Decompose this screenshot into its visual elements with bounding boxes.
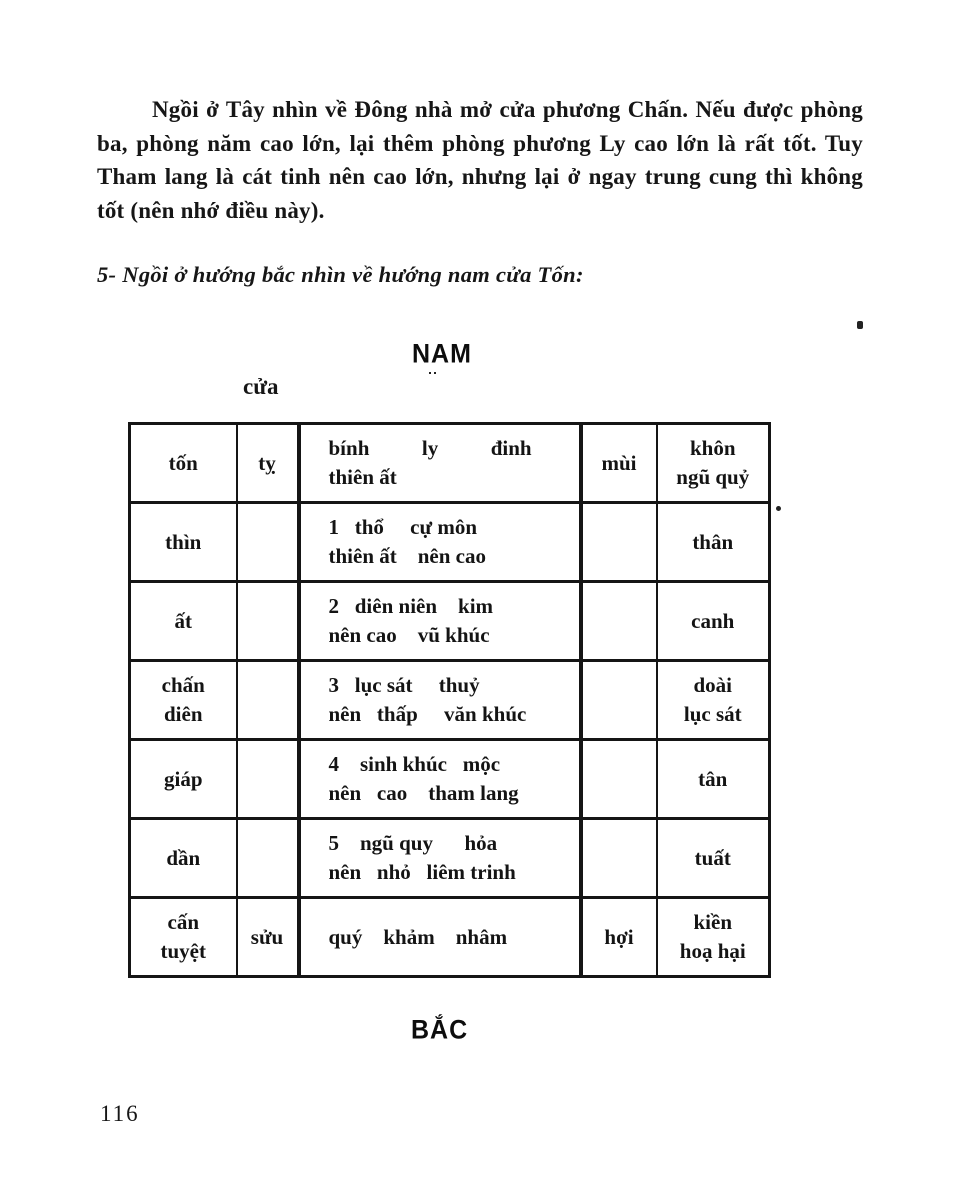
cell-text: thân <box>692 529 734 554</box>
table-row <box>130 819 770 898</box>
section-heading: 5- Ngồi ở hướng bắc nhìn về hướng nam cửa Tốn: <box>97 262 584 287</box>
cell-text: tỵ <box>258 450 276 475</box>
compass-label-north: BẮC <box>411 1014 469 1046</box>
table-row <box>130 661 770 740</box>
cell-text: thìn <box>165 529 202 554</box>
cell-text: kiền <box>693 910 732 934</box>
branch-cell <box>581 503 657 582</box>
cell-text: diên <box>163 702 203 726</box>
cell-text: tuất <box>694 845 731 870</box>
stem-cell <box>657 898 770 977</box>
cell-text: quý khảm nhâm <box>328 924 508 949</box>
cell-text: tuyệt <box>160 939 206 963</box>
cell-text: khôn <box>689 436 736 460</box>
star-cell <box>299 582 581 661</box>
star-cell <box>299 503 581 582</box>
branch-cell <box>581 582 657 661</box>
direction-cell <box>130 740 237 819</box>
cell-text: 4 sinh khúc mộc <box>328 752 501 776</box>
branch-cell <box>581 740 657 819</box>
table-row <box>130 424 770 503</box>
ink-speck <box>857 321 863 329</box>
stem-cell <box>657 503 770 582</box>
cell-text: 5 ngũ quy hỏa <box>328 831 498 855</box>
star-cell <box>299 819 581 898</box>
cell-text: hợi <box>604 924 634 949</box>
cell-text: mùi <box>601 450 637 475</box>
cell-text: ngũ quỷ <box>676 465 750 489</box>
direction-cell <box>130 582 237 661</box>
stem-cell <box>657 661 770 740</box>
stem-cell <box>657 424 770 503</box>
branch-cell <box>237 582 299 661</box>
cell-text: nên nhỏ liêm trinh <box>328 860 516 884</box>
cell-text: bính ly đinh <box>328 436 532 460</box>
table-row <box>130 582 770 661</box>
body-paragraph: Ngồi ở Tây nhìn về Đông nhà mở cửa phương Chấn. Nếu được phòng ba, phòng năm cao lớn, lại thêm phòng phương Ly cao lớn là rất tốt. Tuy Tham lang là cát tinh nên cao lớn, nhưng lại ở ngay trung cung thì không tốt (nên nhớ điều này). <box>97 97 863 223</box>
cell-text: doài <box>693 673 732 697</box>
stem-cell <box>657 740 770 819</box>
cell-text: dần <box>166 845 201 870</box>
compass-label-south: NAM <box>412 338 472 370</box>
cell-text: cấn <box>167 910 199 934</box>
cell-text: tân <box>698 766 728 791</box>
door-label: cửa <box>243 374 279 399</box>
cell-text: thiên ất <box>328 465 397 489</box>
cell-text: lục sát <box>683 702 742 726</box>
cell-text: ất <box>174 608 192 633</box>
cell-text: hoạ hại <box>679 939 746 963</box>
branch-cell <box>581 424 657 503</box>
direction-cell <box>130 898 237 977</box>
cell-text: giáp <box>163 766 203 791</box>
ink-speck <box>429 372 431 374</box>
star-cell <box>299 661 581 740</box>
cell-text: sửu <box>250 924 284 949</box>
cell-text: thiên ất nên cao <box>328 544 486 568</box>
table-row <box>130 503 770 582</box>
feng-shui-direction-table <box>128 422 771 978</box>
table-row <box>130 898 770 977</box>
branch-cell <box>237 424 299 503</box>
cell-text: nên cao vũ khúc <box>328 623 490 647</box>
cell-text: 3 lục sát thuỷ <box>328 673 480 697</box>
direction-cell <box>130 503 237 582</box>
cell-text: 2 diên niên kim <box>328 594 494 618</box>
branch-cell <box>237 740 299 819</box>
branch-cell <box>237 898 299 977</box>
page-number: 116 <box>100 1101 140 1126</box>
table-row <box>130 740 770 819</box>
cell-text: chấn <box>161 673 205 697</box>
stem-cell <box>657 819 770 898</box>
star-cell <box>299 740 581 819</box>
star-cell <box>299 424 581 503</box>
star-cell <box>299 898 581 977</box>
branch-cell <box>237 819 299 898</box>
direction-cell <box>130 424 237 503</box>
cell-text: 1 thổ cự môn <box>328 515 478 539</box>
stem-cell <box>657 582 770 661</box>
direction-cell <box>130 819 237 898</box>
cell-text: tốn <box>168 450 198 475</box>
direction-cell <box>130 661 237 740</box>
cell-text: nên cao tham lang <box>328 781 519 805</box>
ink-speck <box>776 506 781 511</box>
branch-cell <box>581 661 657 740</box>
cell-text: nên thấp văn khúc <box>328 702 527 726</box>
branch-cell <box>581 898 657 977</box>
branch-cell <box>237 661 299 740</box>
branch-cell <box>237 503 299 582</box>
cell-text: canh <box>691 608 735 633</box>
branch-cell <box>581 819 657 898</box>
